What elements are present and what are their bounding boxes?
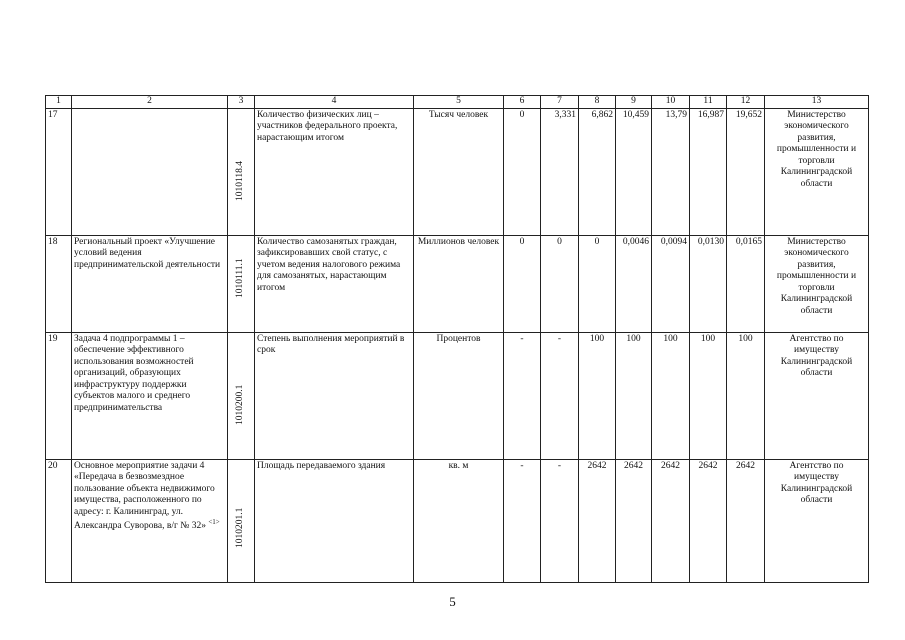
row-number: 19 (46, 332, 72, 459)
row-name: Региональный проект «Улучшение условий ведения предпринимательской деятельности (72, 235, 228, 332)
row-number: 18 (46, 235, 72, 332)
row-value: - (504, 332, 541, 459)
row-value: 100 (579, 332, 616, 459)
table-row (46, 235, 869, 332)
row-value: 3,331 (541, 108, 579, 235)
header-cell: 12 (727, 96, 765, 109)
footnote-ref: <1> (208, 518, 220, 527)
row-value: 2642 (616, 459, 652, 582)
row-code (228, 332, 255, 459)
row-name: Задача 4 подпрограммы 1 – обеспечение эффективного использования возможностей организаций, образующих инфраструктуру поддержки субъектов малого и среднего предпринимательства (72, 332, 228, 459)
header-cell: 10 (652, 96, 690, 109)
table-row (46, 108, 869, 235)
row-value: 100 (690, 332, 727, 459)
row-value: 0,0094 (652, 235, 690, 332)
header-cell: 9 (616, 96, 652, 109)
header-cell: 6 (504, 96, 541, 109)
row-value: 100 (652, 332, 690, 459)
header-cell: 13 (765, 96, 869, 109)
row-name (72, 108, 228, 235)
row-value: 0 (579, 235, 616, 332)
row-unit: Процентов (414, 332, 504, 459)
row-responsible: Министерство экономического развития, промышленности и торговли Калининградской области (765, 108, 869, 235)
row-unit: Тысяч человек (414, 108, 504, 235)
row-number: 20 (46, 459, 72, 582)
row-value: - (541, 332, 579, 459)
header-cell: 4 (255, 96, 414, 109)
header-cell: 2 (72, 96, 228, 109)
row-code-text: 1010118.4 (235, 160, 246, 201)
row-value: 2642 (579, 459, 616, 582)
row-value: 0 (504, 108, 541, 235)
header-cell: 8 (579, 96, 616, 109)
row-indicator: Количество физических лиц – участников федерального проекта, нарастающим итогом (255, 108, 414, 235)
row-value: 100 (727, 332, 765, 459)
header-cell: 1 (46, 96, 72, 109)
row-value: 6,862 (579, 108, 616, 235)
table-row (46, 459, 869, 582)
row-indicator: Степень выполнения мероприятий в срок (255, 332, 414, 459)
row-unit: кв. м (414, 459, 504, 582)
row-value: 0 (504, 235, 541, 332)
row-indicator: Количество самозанятых граждан, зафиксировавших свой статус, с учетом ведения налогового режима для самозанятых, нарастающим итогом (255, 235, 414, 332)
row-value: 2642 (690, 459, 727, 582)
row-value: 19,652 (727, 108, 765, 235)
indicators-table (45, 95, 869, 583)
row-value: 13,79 (652, 108, 690, 235)
row-value: 16,987 (690, 108, 727, 235)
row-name-cell (72, 459, 228, 582)
row-value: - (504, 459, 541, 582)
header-cell: 11 (690, 96, 727, 109)
row-value: 10,459 (616, 108, 652, 235)
row-value: 2642 (652, 459, 690, 582)
table-row (46, 332, 869, 459)
row-value: 0 (541, 235, 579, 332)
row-responsible: Агентство по имуществу Калининградской области (765, 459, 869, 582)
page-number: 5 (449, 594, 456, 609)
row-value: 2642 (727, 459, 765, 582)
row-value: 0,0165 (727, 235, 765, 332)
row-code-text: 1010111.1 (235, 258, 246, 298)
row-value: 0,0130 (690, 235, 727, 332)
row-value: 100 (616, 332, 652, 459)
header-cell: 3 (228, 96, 255, 109)
row-number: 17 (46, 108, 72, 235)
row-responsible: Агентство по имуществу Калининградской области (765, 332, 869, 459)
row-code (228, 108, 255, 235)
header-cell: 7 (541, 96, 579, 109)
row-code (228, 459, 255, 582)
row-value: 0,0046 (616, 235, 652, 332)
row-name: Основное мероприятие задачи 4 «Передача в безвозмездное пользование объекта недвижимого имущества, расположенного по адресу: г. Калининград, ул. Александра Суворова, в/г № 32» (74, 460, 215, 532)
row-code-text: 1010201.1 (235, 507, 246, 548)
row-indicator: Площадь передаваемого здания (255, 459, 414, 582)
table-header-row (46, 96, 869, 109)
row-code (228, 235, 255, 332)
header-cell: 5 (414, 96, 504, 109)
row-responsible: Министерство экономического развития, промышленности и торговли Калининградской области (765, 235, 869, 332)
row-code-text: 1010200.1 (235, 384, 246, 425)
row-unit: Миллионов человек (414, 235, 504, 332)
row-value: - (541, 459, 579, 582)
